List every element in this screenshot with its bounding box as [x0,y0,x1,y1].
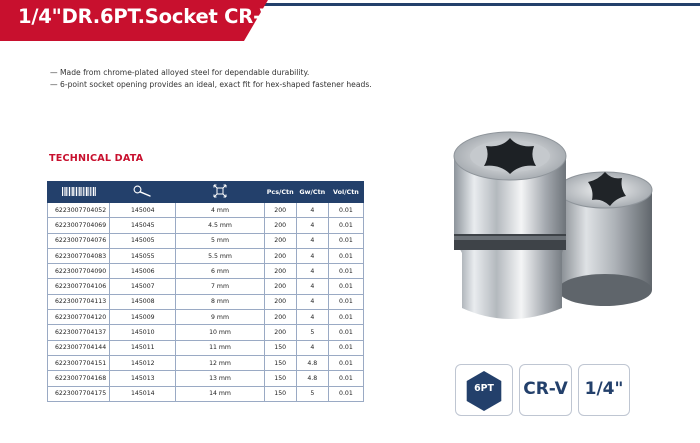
item-code-cell: 145011 [110,340,176,355]
pcs-cell: 200 [264,310,296,325]
vol-cell: 0.01 [328,294,363,309]
gw-cell: 5 [296,386,328,401]
gw-cell: 4 [296,248,328,263]
vol-cell: 0.01 [328,248,363,263]
technical-data-table [47,181,364,402]
feature-list [50,67,372,91]
item-code-cell: 145009 [110,310,176,325]
size-header [176,182,264,203]
vol-cell: 0.01 [328,325,363,340]
gw-cell: 4 [296,218,328,233]
ean-cell: 6223007704137 [48,325,110,340]
wrench-icon [133,185,153,197]
pcs-header: Pcs/Ctn [264,182,296,203]
gw-cell: 4 [296,310,328,325]
size-cell: 10 mm [176,325,264,340]
ean-cell: 6223007704120 [48,310,110,325]
gw-header: Gw/Ctn [296,182,328,203]
ean-cell: 6223007704175 [48,386,110,401]
vol-cell: 0.01 [328,310,363,325]
table-row [48,386,364,401]
barcode-header [48,182,110,203]
ean-cell: 6223007704069 [48,218,110,233]
pcs-cell: 150 [264,355,296,370]
item-code-cell: 145055 [110,248,176,263]
size-cell: 4 mm [176,203,264,218]
vol-cell: 0.01 [328,355,363,370]
table-row [48,294,364,309]
gw-cell: 4 [296,294,328,309]
size-arrows-icon [213,184,227,198]
vol-cell: 0.01 [328,279,363,294]
ean-cell: 6223007704144 [48,340,110,355]
pcs-cell: 200 [264,325,296,340]
size-cell: 13 mm [176,371,264,386]
ean-cell: 6223007704052 [48,203,110,218]
vol-cell: 0.01 [328,340,363,355]
gw-cell: 4.8 [296,371,328,386]
size-cell: 5.5 mm [176,248,264,263]
gw-cell: 4 [296,233,328,248]
feature-item: — 6-point socket opening provides an ideal, exact fit for hex-shaped fastener heads. [50,80,372,89]
gw-cell: 4.8 [296,355,328,370]
gw-cell: 4 [296,340,328,355]
item-code-cell: 145006 [110,264,176,279]
pcs-cell: 200 [264,233,296,248]
item-code-cell: 145008 [110,294,176,309]
vol-cell: 0.01 [328,264,363,279]
size-cell: 9 mm [176,310,264,325]
table-row [48,325,364,340]
pcs-cell: 150 [264,386,296,401]
table-row [48,371,364,386]
gw-cell: 5 [296,325,328,340]
ean-cell: 6223007704113 [48,294,110,309]
pcs-cell: 200 [264,294,296,309]
ean-cell: 6223007704151 [48,355,110,370]
table-row [48,279,364,294]
barcode-icon [62,187,96,196]
size-cell: 11 mm [176,340,264,355]
size-cell: 6 mm [176,264,264,279]
item-code-cell: 145014 [110,386,176,401]
table-row [48,203,364,218]
size-cell: 14 mm [176,386,264,401]
ean-cell: 6223007704168 [48,371,110,386]
drive-size-badge [578,364,630,416]
feature-item: — Made from chrome-plated alloyed steel for dependable durability. [50,68,310,77]
vol-cell: 0.01 [328,203,363,218]
code-header [110,182,176,203]
size-cell: 7 mm [176,279,264,294]
material-badge [519,364,572,416]
pcs-cell: 200 [264,279,296,294]
table-row [48,218,364,233]
item-code-cell: 145045 [110,218,176,233]
gw-cell: 4 [296,203,328,218]
vol-header: Vol/Ctn [328,182,363,203]
ean-cell: 6223007704090 [48,264,110,279]
table-header-row [48,182,364,203]
six-point-label: 6PT [474,383,494,394]
vol-cell: 0.01 [328,218,363,233]
size-cell: 4.5 mm [176,218,264,233]
item-code-cell: 145012 [110,355,176,370]
material-label: CR-V [523,379,568,399]
gw-cell: 4 [296,279,328,294]
table-row [48,340,364,355]
six-point-badge [455,364,513,416]
item-code-cell: 145005 [110,233,176,248]
ean-cell: 6223007704076 [48,233,110,248]
vol-cell: 0.01 [328,233,363,248]
item-code-cell: 145013 [110,371,176,386]
pcs-cell: 150 [264,340,296,355]
size-cell: 5 mm [176,233,264,248]
vol-cell: 0.01 [328,386,363,401]
pcs-cell: 200 [264,218,296,233]
table-row [48,310,364,325]
pcs-cell: 200 [264,248,296,263]
item-code-cell: 145010 [110,325,176,340]
table-row [48,248,364,263]
table-row [48,264,364,279]
page-title: 1/4"DR.6PT.Socket CR-V [18,5,275,28]
ean-cell: 6223007704106 [48,279,110,294]
size-cell: 8 mm [176,294,264,309]
vol-cell: 0.01 [328,371,363,386]
pcs-cell: 200 [264,264,296,279]
pcs-cell: 200 [264,203,296,218]
drive-size-label: 1/4" [584,379,624,399]
socket-product-image [440,118,660,333]
size-cell: 12 mm [176,355,264,370]
item-code-cell: 145004 [110,203,176,218]
technical-data-heading: TECHNICAL DATA [49,153,144,164]
item-code-cell: 145007 [110,279,176,294]
pcs-cell: 150 [264,371,296,386]
table-row [48,355,364,370]
table-row [48,233,364,248]
gw-cell: 4 [296,264,328,279]
ean-cell: 6223007704083 [48,248,110,263]
